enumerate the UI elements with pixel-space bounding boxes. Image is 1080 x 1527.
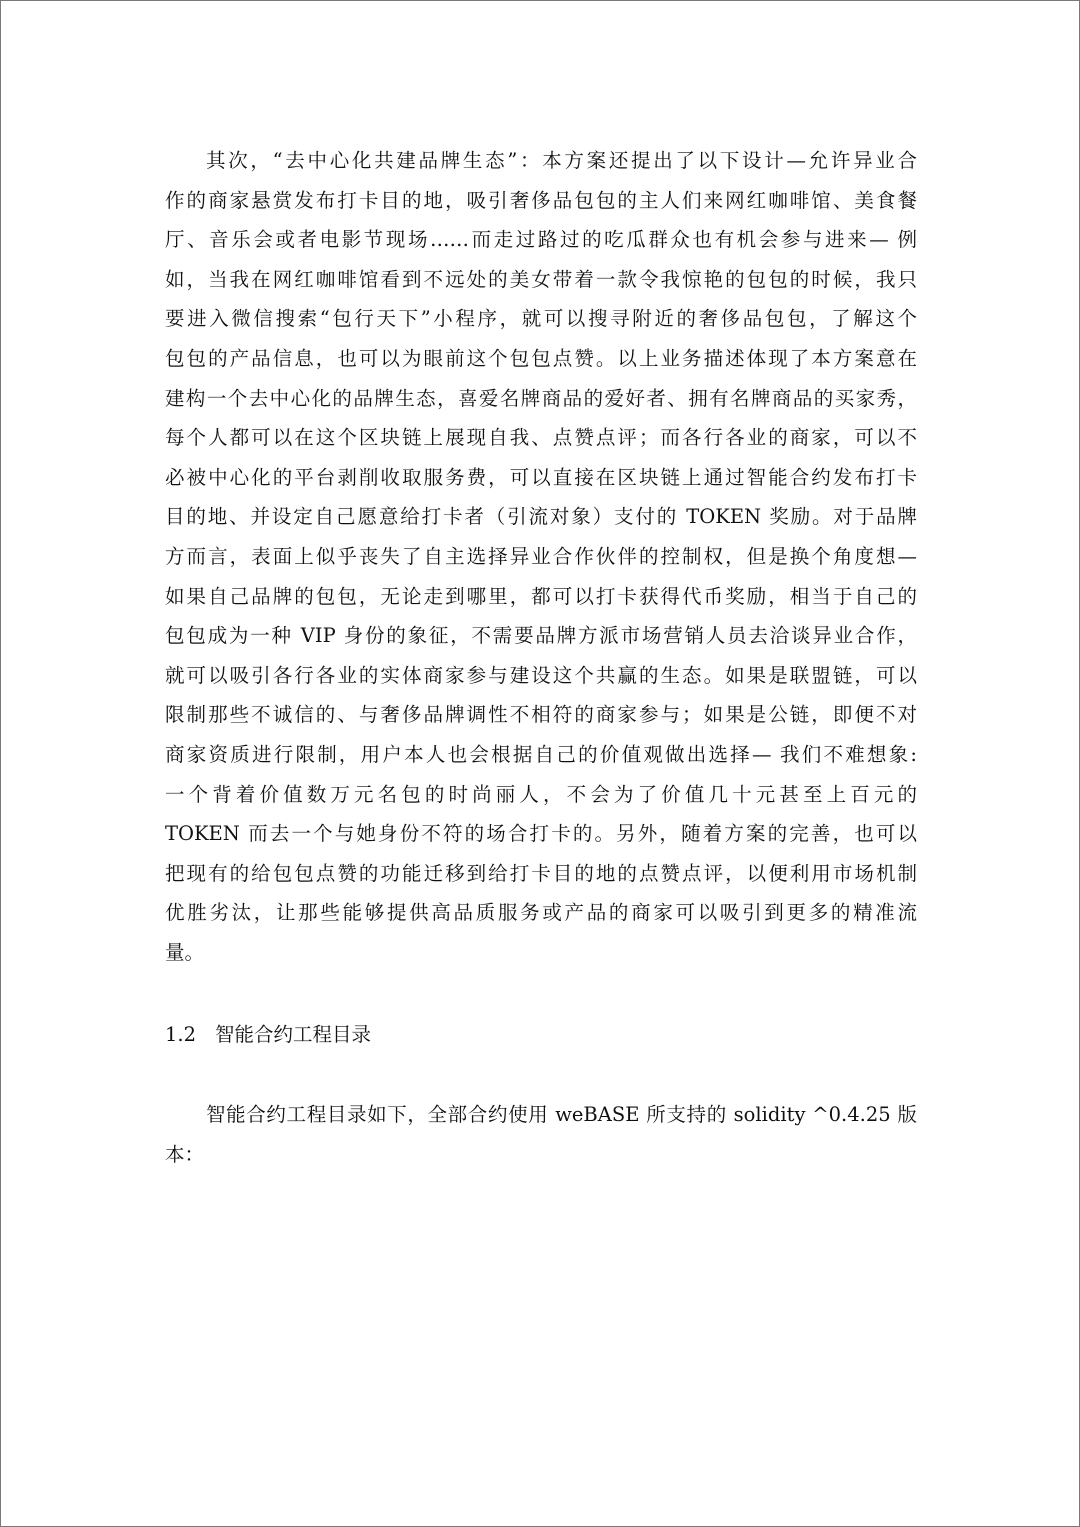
text-line: 目的地、并设定自己愿意给打卡者（引流对象）支付的 TOKEN 奖励。对于品牌 <box>165 505 917 529</box>
text-line: 商家资质进行限制，用户本人也会根据自己的价值观做出选择— 我们不难想象: <box>165 742 917 766</box>
text-line: 建构一个去中心化的品牌生态，喜爱名牌商品的爱好者、拥有名牌商品的买家秀， <box>165 386 917 410</box>
text-line: 其次，“去中心化共建品牌生态”：本方案还提出了以下设计—允许异业合 <box>206 149 917 172</box>
section-number: 1.2 <box>165 1023 197 1046</box>
body-paragraph-1 <box>165 141 917 972</box>
text-line: 如，当我在网红咖啡馆看到不远处的美女带着一款令我惊艳的包包的时候，我只 <box>165 267 917 291</box>
text-line: 厅、音乐会或者电影节现场……而走过路过的吃瓜群众也有机会参与进来— 例 <box>165 228 917 252</box>
body-paragraph-2 <box>165 1095 917 1174</box>
text-line: 本： <box>165 1142 205 1166</box>
section-heading <box>165 1015 371 1055</box>
text-line: TOKEN 而去一个与她身份不符的场合打卡的。另外，随着方案的完善，也可以 <box>165 822 917 846</box>
text-line: 优胜劣汰，让那些能够提供高品质服务或产品的商家可以吸引到更多的精准流 <box>165 901 917 925</box>
text-line: 把现有的给包包点赞的功能迁移到给打卡目的地的点赞点评，以便利用市场机制 <box>165 861 917 885</box>
text-line: 限制那些不诚信的、与奢侈品牌调性不相符的商家参与；如果是公链，即便不对 <box>165 703 917 727</box>
text-line: 每个人都可以在这个区块链上展现自我、点赞点评；而各行各业的商家，可以不 <box>165 426 917 450</box>
text-line: 作的商家悬赏发布打卡目的地，吸引奢侈品包包的主人们来网红咖啡馆、美食餐 <box>165 188 917 212</box>
text-line: 要进入微信搜索“包行天下”小程序，就可以搜寻附近的奢侈品包包，了解这个 <box>165 307 917 331</box>
text-line: 包包的产品信息，也可以为眼前这个包包点赞。以上业务描述体现了本方案意在 <box>165 346 917 370</box>
text-line: 方而言，表面上似乎丧失了自主选择异业合作伙伴的控制权，但是换个角度想— <box>165 544 917 568</box>
text-line: 必被中心化的平台剥削收取服务费，可以直接在区块链上通过智能合约发布打卡 <box>165 465 917 489</box>
text-line: 量。 <box>165 940 205 964</box>
text-line: 智能合约工程目录如下，全部合约使用 weBASE 所支持的 solidity ^0.4.25 版 <box>206 1103 917 1126</box>
section-title: 智能合约工程目录 <box>215 1023 372 1046</box>
text-line: 包包成为一种 VIP 身份的象征，不需要品牌方派市场营销人员去洽谈异业合作， <box>165 624 917 648</box>
text-line: 一个背着价值数万元名包的时尚丽人，不会为了价值几十元甚至上百元的 <box>165 782 917 806</box>
text-line: 如果自己品牌的包包，无论走到哪里，都可以打卡获得代币奖励，相当于自己的 <box>165 584 917 608</box>
text-line: 就可以吸引各行各业的实体商家参与建设这个共赢的生态。如果是联盟链，可以 <box>165 663 917 687</box>
